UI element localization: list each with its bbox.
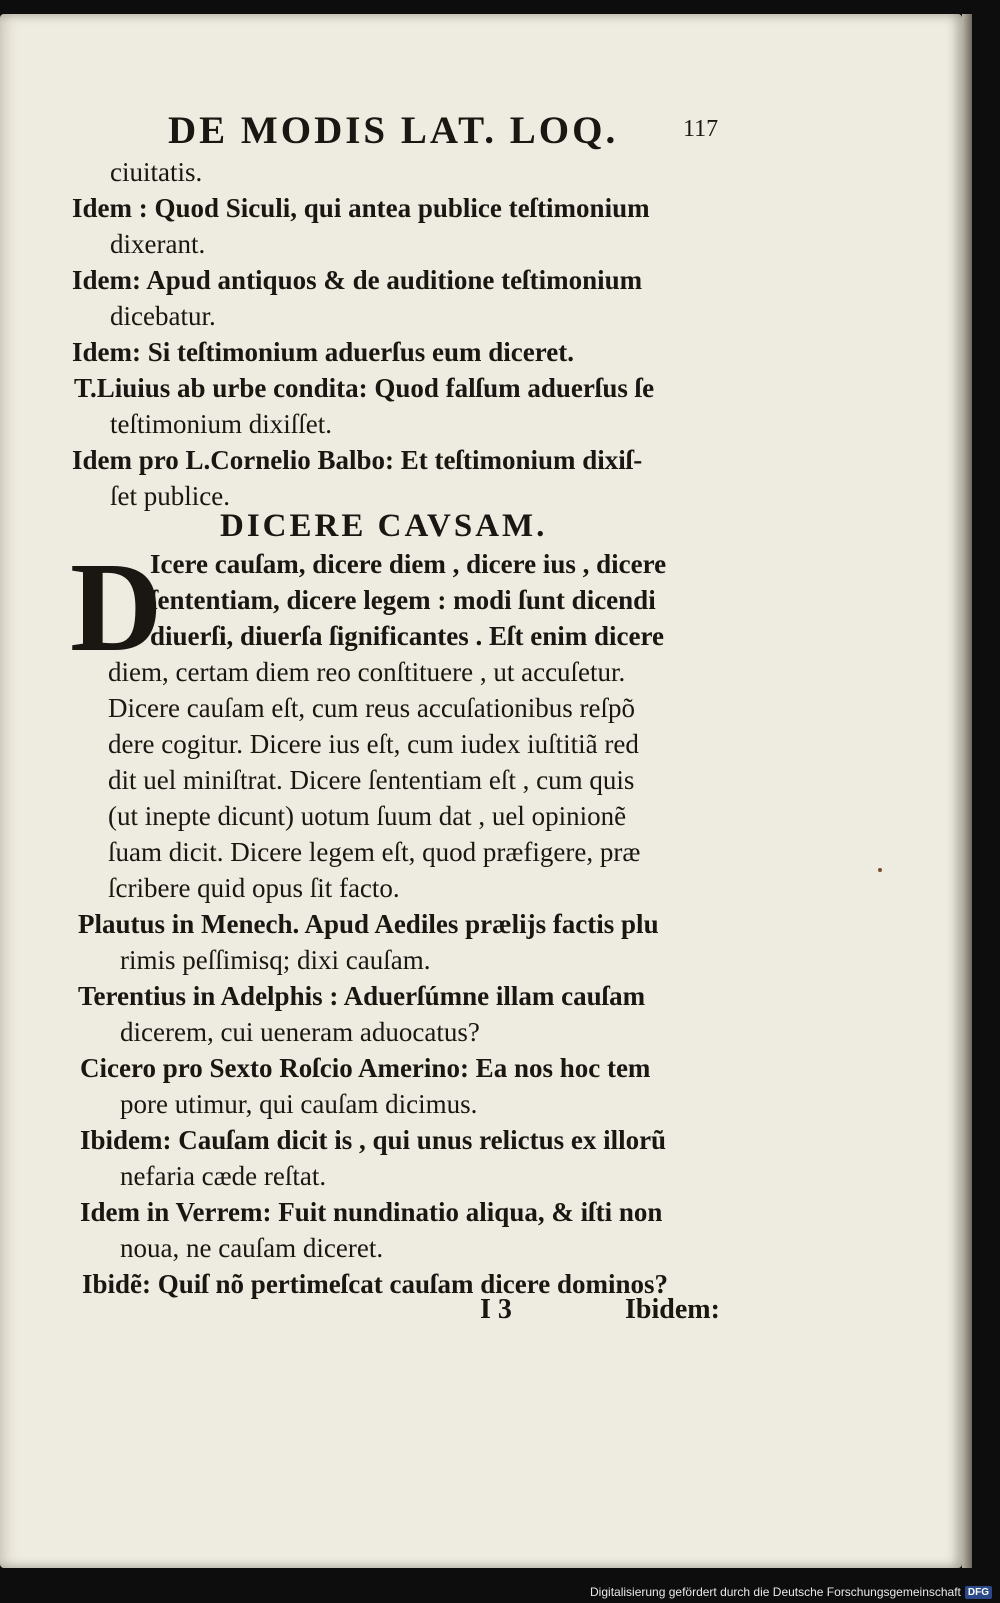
text-line: Idem in Verrem: Fuit nundinatio aliqua, & iſti non <box>80 1197 663 1227</box>
text-line: ſententiam, dicere legem : modi ſunt dicendi <box>150 585 656 615</box>
page-edge <box>962 14 972 1568</box>
text-line: Idem pro L.Cornelio Balbo: Et teſtimonium dixiſ- <box>72 445 643 475</box>
text-line: Ibidem: Cauſam dicit is , qui unus relictus ex illorũ <box>80 1125 667 1155</box>
footer-credit <box>590 1585 992 1599</box>
text-line: pore utimur, qui cauſam dicimus. <box>120 1089 478 1119</box>
drop-cap: D <box>70 536 163 678</box>
text-line: ſcribere quid opus ſit facto. <box>108 873 400 903</box>
text-line: Cicero pro Sexto Roſcio Amerino: Ea nos hoc tem <box>80 1053 651 1083</box>
text-line: Idem : Quod Siculi, qui antea publice teſtimonium <box>72 193 650 223</box>
section-title: DICERE CAVSAM. <box>220 508 548 544</box>
dfg-logo: DFG <box>965 1586 992 1599</box>
credit-text: Digitalisierung gefördert durch die Deutsche Forschungsgemeinschaft <box>590 1585 961 1599</box>
text-line: Idem: Apud antiquos & de auditione teſtimonium <box>72 265 643 295</box>
text-line: rimis peſſimisq; dixi cauſam. <box>120 945 431 975</box>
text-line: diem, certam diem reo conſtituere , ut accuſetur. <box>108 657 626 687</box>
text-line: ſuam dicit. Dicere legem eſt, quod præfigere, præ <box>108 837 641 867</box>
paper-stain <box>878 868 882 872</box>
catchword: Ibidem: <box>625 1294 720 1325</box>
text-line: (ut inepte dicunt) uotum ſuum dat , uel opinionẽ <box>108 801 627 831</box>
text-line: Terentius in Adelphis : Aduerſúmne illam cauſam <box>78 981 646 1011</box>
text-line: teſtimonium dixiſſet. <box>110 409 332 439</box>
text-line: ſet publice. <box>110 481 230 511</box>
text-line: Ibidẽ: Quiſ nõ pertimeſcat cauſam dicere dominos? <box>82 1269 668 1299</box>
text-line: dere cogitur. Dicere ius eſt, cum iudex iuſtitiã red <box>108 729 639 759</box>
text-line: dit uel miniſtrat. Dicere ſententiam eſt , cum quis <box>108 765 635 795</box>
text-line: noua, ne cauſam diceret. <box>120 1233 384 1263</box>
text-line: nefaria cæde reſtat. <box>120 1161 327 1191</box>
text-line: dixerant. <box>110 229 206 259</box>
text-line: Idem: Si teſtimonium aduerſus eum diceret. <box>72 337 574 367</box>
text-line: Dicere cauſam eſt, cum reus accuſationibus reſpõ <box>108 693 636 723</box>
text-line: dicerem, cui ueneram aduocatus? <box>120 1017 480 1047</box>
signature-mark: I 3 <box>480 1294 512 1325</box>
running-head: DE MODIS LAT. LOQ. <box>168 109 619 152</box>
text-line: Icere cauſam, dicere diem , dicere ius , dicere <box>150 549 667 579</box>
text-line: diuerſi, diuerſa ſignificantes . Eſt enim dicere <box>150 621 664 651</box>
text-line: T.Liuius ab urbe condita: Quod falſum aduerſus ſe <box>74 373 655 403</box>
book-page <box>0 14 962 1568</box>
page-header <box>168 108 728 158</box>
folio-number: 117 <box>683 116 719 142</box>
text-line: Plautus in Menech. Apud Aediles prælijs factis plu <box>78 909 659 939</box>
text-line: dicebatur. <box>110 301 216 331</box>
text-line: ciuitatis. <box>110 157 203 187</box>
